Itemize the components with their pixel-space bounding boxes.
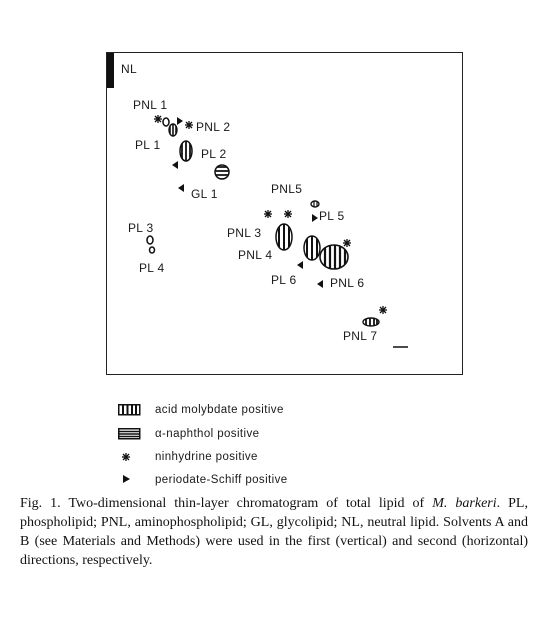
label-pl2: PL 2	[201, 147, 227, 161]
caption-text-2: . PL, phospholipid; PNL, aminophospholipid; GL, glycolipid; NL, neutral lipid. Solvents A and B (see Materials and Methods) were used in the first (vertical) and second (horizontal) directions, respectively.	[20, 496, 528, 568]
label-pnl2: PNL 2	[196, 120, 231, 134]
caption-text-1: Two-dimensional thin-layer chromatogram of total lipid of	[60, 496, 433, 511]
label-pnl3: PNL 3	[227, 226, 262, 240]
horizontal-stripe-swatch	[118, 428, 142, 440]
vertical-stripe-swatch	[118, 404, 142, 416]
spot-pnl1	[163, 118, 169, 126]
label-pnl6: PNL 6	[330, 276, 365, 290]
figure-caption	[20, 494, 528, 570]
spot-pnl4	[304, 235, 320, 261]
periodate-triangles	[172, 117, 323, 288]
asterisk-icon	[120, 451, 132, 463]
label-pnl5: PNL5	[271, 182, 303, 196]
label-gl1: GL 1	[191, 187, 218, 201]
label-nl: NL	[121, 62, 137, 76]
spot-pl3	[147, 236, 153, 244]
legend-label-periodate-schiff: periodate-Schiff positive	[155, 474, 288, 486]
label-pl5: PL 5	[319, 209, 345, 223]
spot-pnl5	[311, 201, 319, 207]
spot-pnl7	[363, 317, 379, 327]
label-pl6: PL 6	[271, 273, 297, 287]
spot-pl4	[150, 247, 155, 253]
caption-lead: Fig. 1.	[20, 496, 61, 511]
label-pl1: PL 1	[135, 138, 161, 152]
spot-pl2	[180, 140, 192, 162]
caption-species: M. barkeri	[432, 496, 497, 511]
label-pl4: PL 4	[139, 261, 165, 275]
spot-pnl6	[320, 244, 348, 270]
label-pl3: PL 3	[128, 221, 154, 235]
origin-marker	[107, 53, 114, 88]
spot-pnl3	[276, 223, 292, 251]
label-pnl7: PNL 7	[343, 329, 378, 343]
legend-label-alpha-naphthol: α-naphthol positive	[155, 428, 260, 440]
legend-label-ninhydrine: ninhydrine positive	[155, 451, 258, 463]
legend-label-acid-molybdate: acid molybdate positive	[155, 404, 284, 416]
triangle-marker-icon	[122, 474, 132, 484]
label-pnl1: PNL 1	[133, 98, 168, 112]
label-pnl4: PNL 4	[238, 248, 273, 262]
chromatogram-plate	[106, 52, 463, 375]
spot-gl1	[214, 165, 230, 179]
spot-pl1	[169, 123, 177, 137]
